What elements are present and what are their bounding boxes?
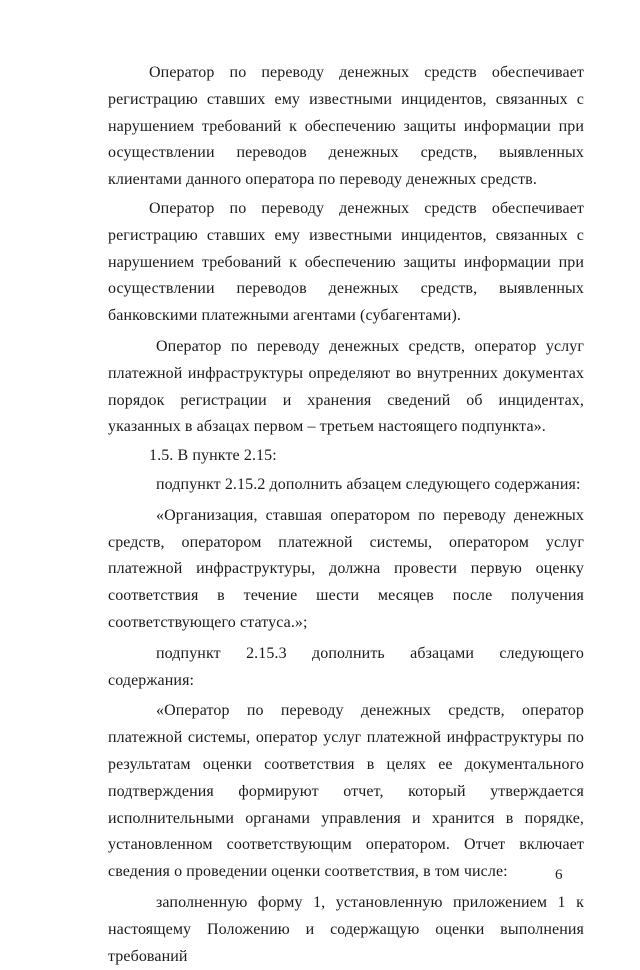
paragraph-subclause-2-15-3: подпункт 2.15.3 дополнить абзацами следующего содержания: (108, 644, 584, 689)
paragraph-subclause-2-15-2: подпункт 2.15.2 дополнить абзацем следующего содержания: (156, 475, 581, 493)
paragraph-form-1: заполненную форму 1, установленную приложением 1 к настоящему Положению и содержащую оценки выполнения требований (108, 893, 584, 965)
paragraph-internal-documents: Оператор по переводу денежных средств, оператор услуг платежной инфраструктуры определяют во внутренних документах порядок регистрации и хранения сведений об инцидентах, указанных в абзацах первом – третьем настоящего подпункта». (108, 337, 584, 436)
page-number: 6 (555, 867, 563, 883)
paragraph-client-incidents: Оператор по переводу денежных средств обеспечивает регистрацию ставших ему известными инцидентов, связанных с нарушением требований к обеспечению защиты информации при осуществлении переводов денежных средств, выявленных клиентами данного оператора по переводу денежных средств. (108, 64, 584, 189)
paragraph-agent-incidents: Оператор по переводу денежных средств обеспечивает регистрацию ставших ему известными инцидентов, связанных с нарушением требований к обеспечению защиты информации при осуществлении переводов денежных средств, выявленных банковскими платежными агентами (субагентами). (108, 199, 584, 325)
paragraph-first-assessment: «Организация, ставшая оператором по переводу денежных средств, оператором платежной системы, оператором услуг платежной инфраструктуры, должна провести первую оценку соответствия в течение шести месяцев после получения соответствующего статуса.»; (108, 506, 584, 631)
document-body (108, 60, 584, 970)
paragraph-assessment-report: «Оператор по переводу денежных средств, оператор платежной системы, оператор услуг платежной инфраструктуры по результатам оценки соответствия в целях ее документального подтверждения формируют отчет, который утверждается исполнительными органами управления и хранится в порядке, установленном соответствующим оператором. Отчет включает сведения о проведении оценки соответствия, в том числе: (108, 702, 584, 881)
paragraph-clause-1-5: 1.5. В пункте 2.15: (149, 447, 277, 465)
